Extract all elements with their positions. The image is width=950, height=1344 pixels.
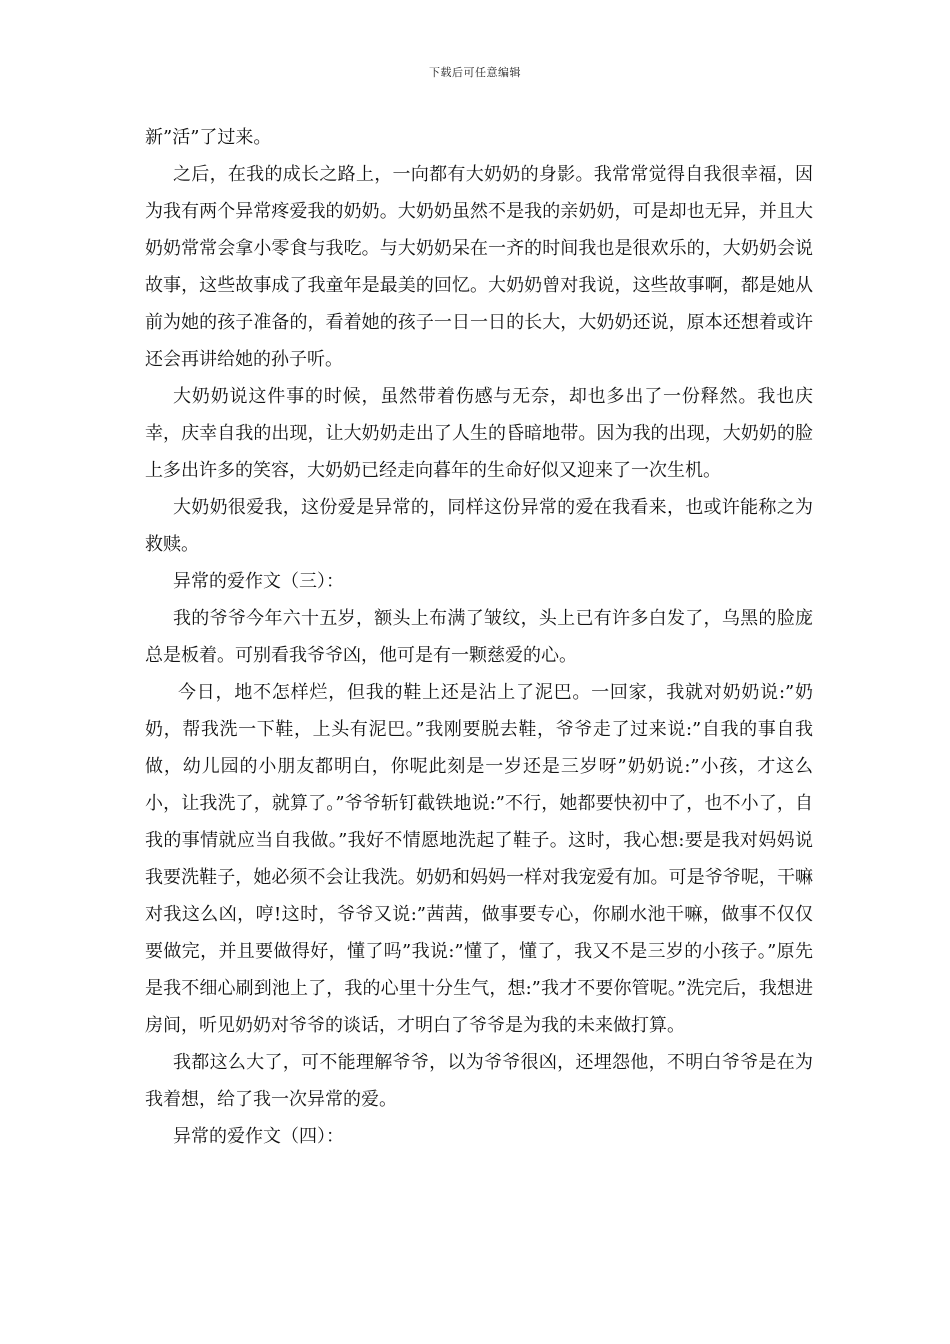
page-header: 下载后可任意编辑 (429, 66, 521, 79)
paragraph: 我的爷爷今年六十五岁，额头上布满了皱纹，头上已有许多白发了，乌黑的脸庞总是板着。可别看我爷爷凶，他可是有一颗慈爱的心。 (145, 608, 813, 666)
section-heading: 异常的爱作文（三）： (173, 571, 344, 592)
paragraph: 大奶奶说这件事的时候，虽然带着伤感与无奈，却也多出了一份释然。我也庆幸，庆幸自我的出现，让大奶奶走出了人生的昏暗地带。因为我的出现，大奶奶的脸上多出许多的笑容，大奶奶已经走向暮年的生命好似又迎来了一次生机。 (145, 386, 813, 481)
paragraph: 我都这么大了，可不能理解爷爷，以为爷爷很凶，还埋怨他，不明白爷爷是在为我着想，给了我一次异常的爱。 (145, 1052, 813, 1110)
paragraph: 之后，在我的成长之路上，一向都有大奶奶的身影。我常常觉得自我很幸福，因为我有两个异常疼爱我的奶奶。大奶奶虽然不是我的亲奶奶，可是却也无异，并且大奶奶常常会拿小零食与我吃。与大奶奶呆在一齐的时间我也是很欢乐的，大奶奶会说故事，这些故事成了我童年是最美的回忆。大奶奶曾对我说，这些故事啊，都是她从前为她的孩子准备的，看着她的孩子一日一日的长大，大奶奶还说，原本还想着或许还会再讲给她的孙子听。 (145, 164, 813, 370)
section-heading: 异常的爱作文（四）： (173, 1126, 344, 1147)
paragraph: 大奶奶很爱我，这份爱是异常的，同样这份异常的爱在我看来，也或许能称之为救赎。 (145, 497, 813, 555)
paragraph: 新”活”了过来。 (145, 127, 272, 148)
document-body (145, 119, 813, 1155)
paragraph: 今日，地不怎样烂，但我的鞋上还是沾上了泥巴。一回家，我就对奶奶说:”奶奶，帮我洗一下鞋，上头有泥巴。”我刚要脱去鞋，爷爷走了过来说:”自我的事自我做，幼儿园的小朋友都明白，你呢此刻是一岁还是三岁呀”奶奶说:”小孩，才这么小，让我洗了，就算了。”爷爷斩钉截铁地说:”不行，她都要快初中了，也不小了，自我的事情就应当自我做。”我好不情愿地洗起了鞋子。这时，我心想:要是我对妈妈说我要洗鞋子，她必须不会让我洗。奶奶和妈妈一样对我宠爱有加。可是爷爷呢，干嘛对我这么凶，哼!这时，爷爷又说:”茜茜，做事要专心，你刷水池干嘛，做事不仅仅要做完，并且要做得好，懂了吗”我说:”懂了，懂了，我又不是三岁的小孩子。”原先是我不细心刷到池上了，我的心里十分生气，想:”我才不要你管呢。”洗完后，我想进房间，听见奶奶对爷爷的谈话，才明白了爷爷是为我的未来做打算。 (145, 682, 813, 1036)
